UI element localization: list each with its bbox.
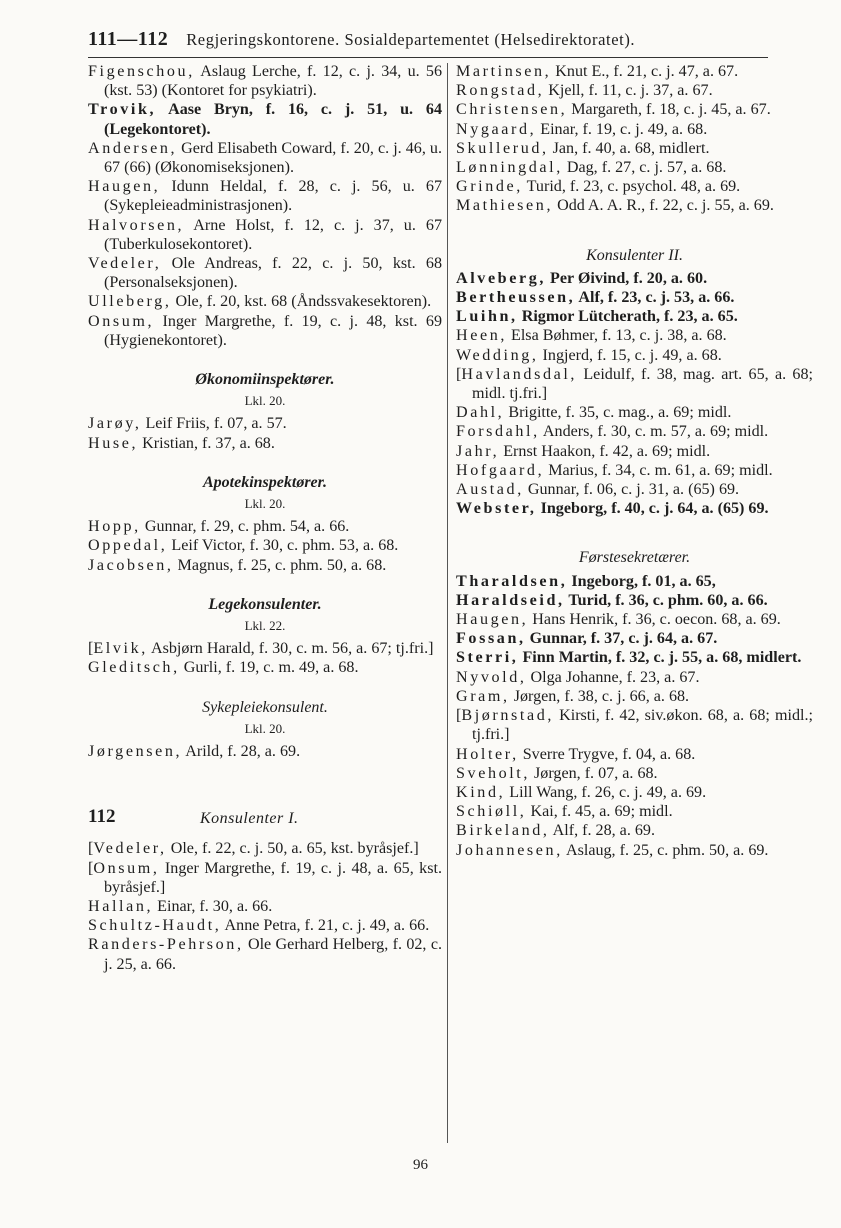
list-item — [456, 591, 813, 610]
entry-surname: Schultz-Haudt, — [88, 917, 222, 935]
entry-details: Aslaug Lerche, f. 12, c. j. 34, u. 56 (kst. 53) (Kontoret for psykiatri). — [104, 63, 442, 100]
entry-surname: Onsum, — [88, 312, 155, 330]
entry-surname: Onsum, — [93, 859, 160, 877]
entry-surname: Vedeler, — [88, 255, 162, 273]
entry-details: Aase Bryn, f. 16, c. j. 51, u. 64 (Legekontoret). — [104, 101, 442, 138]
list-item — [88, 216, 442, 254]
entry-surname: Elvik, — [93, 640, 148, 658]
list-item — [456, 307, 813, 326]
entry-details: Ole, f. 22, c. j. 50, a. 65, kst. byråsjef.] — [166, 840, 419, 858]
list-item — [88, 139, 442, 177]
left-column — [88, 62, 442, 974]
entry-surname: Fossan, — [456, 630, 526, 648]
list-item — [456, 346, 813, 365]
list-item — [88, 434, 442, 453]
entry-surname: Luihn, — [456, 308, 518, 326]
entry-details: Inger Margrethe, f. 19, c. j. 48, kst. 69 (Hygienekontoret). — [104, 312, 442, 349]
entry-details: Per Øivind, f. 20, a. 60. — [546, 269, 708, 287]
list-item — [456, 687, 813, 706]
list-item — [456, 572, 813, 591]
entry-surname: Schiøll, — [456, 803, 527, 821]
list-item — [456, 480, 813, 499]
entry-details: Turid, f. 36, c. phm. 60, a. 66. — [564, 591, 768, 609]
list-item — [456, 62, 813, 81]
entry-surname: Gram, — [456, 687, 510, 705]
list-item — [88, 897, 442, 916]
entry-surname: Holter, — [456, 745, 519, 763]
left-top-list — [88, 62, 442, 350]
entry-surname: Huse, — [88, 434, 139, 452]
entry-details: Ole, f. 20, kst. 68 (Åndssvakesektoren). — [171, 293, 432, 311]
entry-details: Inger Margrethe, f. 19, c. j. 48, a. 65, kst. byråsjef.] — [104, 859, 442, 896]
entry-details: Knut E., f. 21, c. j. 47, a. 67. — [551, 63, 739, 80]
entry-details: Olga Johanne, f. 23, a. 67. — [526, 668, 700, 686]
entry-surname: Figenschou, — [88, 63, 195, 80]
entry-details: Idunn Heldal, f. 28, c. j. 56, u. 67 (Sykepleieadministrasjonen). — [104, 178, 442, 215]
list-item — [456, 403, 813, 422]
entry-surname: Hofgaard, — [456, 461, 545, 479]
entry-surname: Oppedal, — [88, 537, 168, 555]
entry-details: Margareth, f. 18, c. j. 45, a. 67. — [567, 101, 771, 119]
section-heading: Konsulenter II. — [586, 246, 683, 264]
list-item — [88, 177, 442, 215]
list-item — [456, 764, 813, 783]
entry-surname: Nyvold, — [456, 668, 527, 686]
list-item — [456, 288, 813, 307]
list-item — [88, 62, 442, 100]
entry-bracket: [ — [88, 840, 94, 858]
entry-details: Arild, f. 28, a. 69. — [182, 743, 301, 761]
entry-surname: Haugen, — [88, 178, 161, 196]
list-item — [456, 841, 813, 860]
entry-surname: Alveberg, — [456, 269, 546, 287]
salary-grade: Lkl. 20. — [244, 393, 286, 409]
list-item — [456, 422, 813, 441]
list-item — [88, 556, 442, 575]
entry-details: Leidulf, f. 38, mag. art. 65, a. 68; midl. tj.fri.] — [472, 365, 813, 403]
entry-details: Ingeborg, f. 40, c. j. 64, a. (65) 69. — [536, 500, 769, 518]
entry-surname: Ulleberg, — [88, 293, 172, 311]
list-item — [88, 254, 442, 292]
entry-surname: Martinsen, — [456, 63, 552, 80]
list-item — [456, 81, 813, 100]
section-heading: Økonomiinspektører. — [195, 371, 335, 389]
entry-surname: Sveholt, — [456, 764, 531, 782]
entry-details: Hans Henrik, f. 36, c. oecon. 68, a. 69. — [528, 611, 781, 629]
entry-surname: Andersen, — [88, 139, 178, 157]
entry-bracket: [ — [456, 707, 462, 725]
section-number: 112 — [88, 806, 116, 828]
list-item — [88, 536, 442, 555]
entry-surname: Forsdahl, — [456, 423, 540, 441]
entry-surname: Havlandsdal, — [461, 365, 578, 383]
entry-details: Gerd Elisabeth Coward, f. 20, c. j. 46, u. 67 (66) (Økonomiseksjonen). — [104, 139, 442, 177]
entry-surname: Nygaard, — [456, 120, 537, 138]
entry-details: Gunnar, f. 29, c. phm. 54, a. 66. — [140, 518, 350, 536]
list-item — [456, 802, 813, 821]
entry-details: Elsa Bøhmer, f. 13, c. j. 38, a. 68. — [506, 327, 727, 345]
list-item — [456, 821, 813, 840]
list-item — [456, 177, 813, 196]
entry-surname: Grinde, — [456, 178, 523, 196]
list-item — [456, 745, 813, 764]
list-item — [456, 629, 813, 648]
list-item — [456, 648, 813, 667]
entry-details: Rigmor Lütcherath, f. 23, a. 65. — [517, 308, 738, 326]
list-item — [88, 639, 442, 658]
entry-details: Finn Martin, f. 32, c. j. 55, a. 68, midlert. — [518, 649, 802, 667]
list-item — [88, 658, 442, 677]
entry-details: Brigitte, f. 35, c. mag., a. 69; midl. — [504, 404, 732, 422]
entry-surname: Webster, — [456, 500, 537, 518]
page-number: 96 — [413, 1157, 428, 1173]
entry-details: Einar, f. 30, a. 66. — [153, 897, 273, 915]
entry-details: Ole Andreas, f. 22, c. j. 50, kst. 68 (Personalseksjonen). — [104, 255, 442, 292]
entry-surname: Jacobsen, — [88, 556, 174, 574]
list-item — [456, 365, 813, 403]
list-item — [456, 706, 813, 744]
entry-surname: Halvorsen, — [88, 216, 185, 234]
entry-details: Kai, f. 45, a. 69; midl. — [526, 803, 673, 821]
entry-surname: Kind, — [456, 783, 506, 801]
entry-details: Magnus, f. 25, c. phm. 50, a. 68. — [173, 556, 387, 574]
entry-details: Jørgen, f. 38, c. j. 66, a. 68. — [509, 687, 690, 705]
entry-surname: Christensen, — [456, 101, 568, 119]
list-item — [88, 517, 442, 536]
column-divider — [447, 63, 448, 1143]
section-heading: Førstesekretærer. — [578, 549, 691, 567]
entry-details: Ole Gerhard Helberg, f. 02, c. j. 25, a. 66. — [104, 936, 442, 973]
entry-details: Gunnar, f. 37, c. j. 64, a. 67. — [525, 630, 718, 648]
list-item — [456, 461, 813, 480]
section-heading: Sykepleiekonsulent. — [202, 698, 328, 716]
list-item — [456, 326, 813, 345]
entry-bracket: [ — [456, 365, 462, 383]
list-item — [456, 668, 813, 687]
entry-details: Gurli, f. 19, c. m. 49, a. 68. — [179, 659, 359, 677]
entry-details: Kirsti, f. 42, siv.økon. 68, a. 68; midl.; tj.fri.] — [472, 707, 813, 744]
entry-surname: Haraldseid, — [456, 591, 565, 609]
running-title: Regjeringskontorene. Sosialdepartementet (Helsedirektoratet). — [186, 30, 636, 49]
entry-details: Leif Friis, f. 07, a. 57. — [141, 415, 287, 433]
entry-surname: Jarøy, — [88, 415, 142, 433]
entry-surname: Jørgensen, — [88, 743, 183, 761]
list-item — [456, 269, 813, 288]
list-item — [456, 158, 813, 177]
entry-details: Marius, f. 34, c. m. 61, a. 69; midl. — [544, 461, 773, 479]
entry-bracket: [ — [88, 640, 94, 658]
section-112-header — [88, 807, 442, 829]
entry-surname: Mathiesen, — [456, 197, 554, 215]
entry-bracket: [ — [88, 859, 94, 877]
list-item — [88, 916, 442, 935]
section-heading: Legekonsulenter. — [208, 595, 322, 613]
list-item — [88, 292, 442, 311]
list-item — [456, 139, 813, 158]
entry-surname: Vedeler, — [93, 840, 167, 858]
list-item — [88, 935, 442, 973]
page-header — [88, 28, 768, 52]
entry-surname: Skullerud, — [456, 139, 549, 157]
entry-details: Asbjørn Harald, f. 30, c. m. 56, a. 67; tj.fri.] — [147, 640, 434, 658]
page-range: 111—112 — [88, 28, 169, 50]
entry-details: Ingeborg, f. 01, a. 65, — [567, 572, 716, 590]
entry-details: Ingjerd, f. 15, c. j. 49, a. 68. — [538, 346, 722, 364]
entry-surname: Randers-Pehrson, — [88, 936, 244, 954]
entry-surname: Jahr, — [456, 442, 500, 460]
list-item — [456, 610, 813, 629]
entry-surname: Sterri, — [456, 649, 519, 667]
entry-details: Anne Petra, f. 21, c. j. 49, a. 66. — [221, 917, 430, 935]
salary-grade: Lkl. 20. — [244, 720, 286, 736]
entry-details: Aslaug, f. 25, c. phm. 50, a. 69. — [562, 841, 769, 859]
section-heading: Konsulenter I. — [200, 810, 299, 828]
list-item — [88, 312, 442, 350]
list-item — [88, 839, 442, 858]
entry-surname: Heen, — [456, 327, 507, 345]
section-heading: Apotekinspektører. — [202, 473, 327, 491]
entry-details: Dag, f. 27, c. j. 57, a. 68. — [562, 159, 727, 177]
header-rule — [88, 57, 768, 58]
entry-details: Alf, f. 28, a. 69. — [549, 822, 655, 840]
entry-surname: Hallan, — [88, 897, 154, 915]
entry-surname: Johannesen, — [456, 841, 563, 859]
entry-details: Arne Holst, f. 12, c. j. 37, u. 67 (Tuberkulosekontoret). — [104, 216, 442, 253]
list-item — [456, 499, 813, 518]
list-item — [88, 742, 442, 761]
entry-details: Ernst Haakon, f. 42, a. 69; midl. — [499, 442, 711, 460]
list-item — [456, 783, 813, 802]
list-item — [88, 859, 442, 897]
entry-surname: Gleditsch, — [88, 659, 180, 677]
entry-surname: Haugen, — [456, 611, 529, 629]
entry-details: Jørgen, f. 07, a. 68. — [530, 764, 658, 782]
entry-details: Lill Wang, f. 26, c. j. 49, a. 69. — [505, 783, 707, 801]
list-item — [456, 196, 813, 215]
list-item — [456, 442, 813, 461]
entry-surname: Austad, — [456, 481, 524, 499]
entry-details: Kjell, f. 11, c. j. 37, a. 67. — [544, 82, 713, 100]
entry-surname: Bertheussen, — [456, 289, 576, 307]
entry-surname: Bjørnstad, — [461, 707, 554, 725]
right-column — [456, 62, 813, 860]
entry-surname: Birkeland, — [456, 822, 550, 840]
list-item — [456, 100, 813, 119]
entry-details: Einar, f. 19, c. j. 49, a. 68. — [536, 120, 708, 138]
entry-surname: Tharaldsen, — [456, 572, 568, 590]
entry-surname: Wedding, — [456, 346, 539, 364]
list-item — [88, 414, 442, 433]
entry-details: Turid, f. 23, c. psychol. 48, a. 69. — [522, 178, 741, 196]
list-item — [88, 100, 442, 138]
salary-grade: Lkl. 20. — [244, 496, 286, 512]
entry-details: Kristian, f. 37, a. 68. — [138, 434, 275, 452]
entry-details: Gunnar, f. 06, c. j. 31, a. (65) 69. — [523, 481, 740, 499]
entry-surname: Trovik, — [88, 101, 157, 119]
entry-surname: Rongstad, — [456, 82, 545, 100]
entry-details: Sverre Trygve, f. 04, a. 68. — [518, 745, 696, 763]
list-item — [456, 120, 813, 139]
salary-grade: Lkl. 22. — [244, 618, 286, 634]
entry-details: Leif Victor, f. 30, c. phm. 53, a. 68. — [167, 537, 399, 555]
entry-details: Jan, f. 40, a. 68, midlert. — [548, 139, 710, 157]
entry-surname: Hopp, — [88, 518, 141, 536]
entry-surname: Dahl, — [456, 404, 505, 422]
entry-details: Anders, f. 30, c. m. 57, a. 69; midl. — [539, 423, 769, 441]
entry-details: Odd A. A. R., f. 22, c. j. 55, a. 69. — [553, 197, 774, 215]
entry-details: Alf, f. 23, c. j. 53, a. 66. — [575, 289, 735, 307]
entry-surname: Lønningdal, — [456, 159, 563, 177]
